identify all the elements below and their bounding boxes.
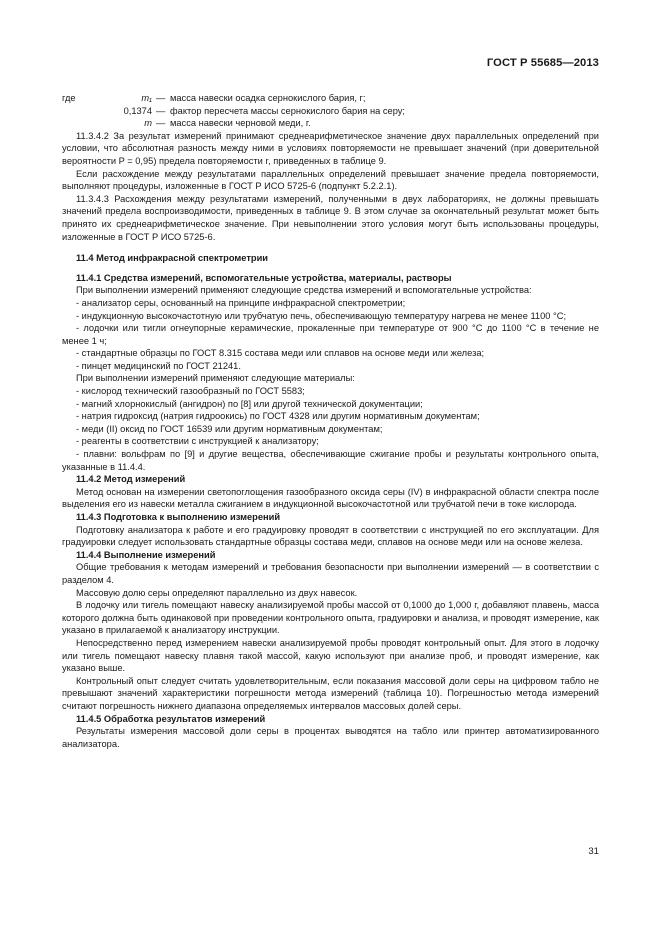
paragraph: При выполнении измерений применяют следующие материалы: [76, 373, 355, 384]
subsection-heading: 11.4.4 Выполнение измерений [76, 549, 216, 560]
paragraph: Если расхождение между результатами параллельных определений превышает значение предела повторяемости, выполняют процедуры, изложенные в ГОСТ Р ИСО 5725-6 (подпункт 5.2.2.1). [62, 168, 599, 192]
list-item: - индукционную высокочастотную или трубчатую печь, обеспечивающую температуру нагрева не менее 1100 °С; [76, 310, 567, 321]
list-item: - реагенты в соответствии с инструкцией к анализатору; [76, 436, 319, 447]
paragraph: Результаты измерения массовой доли серы в процентах выводятся на табло или принтер автоматизированного анализатора. [62, 726, 599, 749]
symbol-description: масса навески черновой меди, г. [170, 118, 311, 129]
paragraph: Общие требования к методам измерений и требования безопасности при выполнении измерений — в соответствии с разделом 4. [62, 562, 599, 585]
symbol-description: масса навески осадка сернокислого бария, г; [170, 93, 366, 103]
symbol: 0,1374 [123, 105, 152, 116]
paragraph: Непосредственно перед измерением навески анализируемой пробы проводят контрольный опыт. Для этого в лодочку или тигель помещают навеску плавня такой массой, какую используют при анализе проб, и проводят измерение, как указано выше. [62, 637, 599, 674]
symbol: m [144, 118, 152, 129]
formula-legend-row [62, 92, 599, 105]
section-heading: 11.4 Метод инфракрасной спектрометрии [76, 253, 268, 264]
dash: — [156, 118, 166, 129]
subsection-heading: 11.4.2 Метод измерений [76, 474, 186, 485]
where-intro: где [62, 93, 76, 103]
symbol-description: фактор пересчета массы сернокислого бария на серу; [170, 105, 406, 116]
page-body [62, 92, 599, 750]
paragraph: При выполнении измерений применяют следующие средства измерений и вспомогательные устройства: [76, 285, 532, 296]
paragraph: 11.3.4.2 За результат измерений принимают среднеарифметическое значение двух параллельных определений при условии, что абсолютная разность между ними в условиях повторяемости не превышает значений (при доверительной вероятности P = 0,95) предела повторяемости r, приведенных в таблице 9. [62, 130, 599, 166]
subsection-heading: 11.4.3 Подготовка к выполнению измерений [76, 512, 281, 522]
list-item: - кислород технический газообразный по ГОСТ 5583; [76, 386, 305, 397]
list-item: - анализатор серы, основанный на принципе инфракрасной спектрометрии; [76, 297, 406, 308]
page-number: 31 [588, 846, 599, 857]
paragraph: Массовую долю серы определяют параллельно из двух навесок. [76, 587, 358, 598]
dash: — [156, 105, 166, 116]
list-item: - пинцет медицинский по ГОСТ 21241. [76, 360, 241, 371]
paragraph: Подготовку анализатора к работе и его градуировку проводят в соответствии с инструкцией по его эксплуатации. Для градуировки следует использовать стандартные образцы состава меди, сплавов на основе меди или на основе железа. [62, 524, 599, 548]
paragraph: Контрольный опыт следует считать удовлетворительным, если показания массовой доли серы на цифровом табло не превышают значений характеристики погрешности метода измерений (таблица 10). Погрешностью метода измерений считают погрешность нижнего диапазона определяемых интервалов массовых долей серы. [62, 675, 599, 711]
subsection-heading: 11.4.5 Обработка результатов измерений [76, 713, 266, 724]
dash: — [156, 93, 166, 103]
paragraph: Метод основан на измерении светопоглощения газообразного оксида серы (IV) в инфракрасной области спектра после выделения его из навески металла сжиганием в индукционной высокочастотной или трубчатой печи в токе кислорода. [62, 486, 599, 510]
list-item: - лодочки или тигли огнеупорные керамические, прокаленные при температуре от 900 °С до 1100 °С в течение не менее 1 ч; [62, 323, 599, 346]
list-item: - плавни: вольфрам по [9] и другие вещества, обеспечивающие сжигание пробы и результаты контрольного опыта, указанные в 11.4.4. [62, 449, 599, 472]
document-id: ГОСТ Р 55685—2013 [486, 57, 599, 69]
list-item: - стандартные образцы по ГОСТ 8.315 состава меди или сплавов на основе меди или железа; [76, 348, 485, 359]
paragraph: В лодочку или тигель помещают навеску анализируемой пробы массой от 0,1000 до 1,000 г, добавляют плавень, масса которого должна быть одинаковой при проведении контрольного опыта, градуировки и анализа, и проводят измерение, как указано в прилагаемой к анализатору инструкции. [62, 600, 599, 636]
list-item: - меди (II) оксид по ГОСТ 16539 или другим нормативным документам; [76, 423, 383, 434]
formula-legend-row [62, 117, 599, 130]
list-item: - магний хлорнокислый (ангидрон) по [8] или другой технической документации; [76, 398, 423, 409]
symbol: m₁ [141, 93, 152, 103]
paragraph: 11.3.4.3 Расхождения между результатами измерений, полученными в двух лабораториях, не должны превышать значений предела воспроизводимости, приведенных в таблице 9. В этом случае за окончательный результат может быть принято их среднеарифметическое значение. При невыполнении этого условия могут быть использованы процедуры, изложенные в ГОСТ Р ИСО 5725-6. [62, 193, 599, 242]
subsection-heading: 11.4.1 Средства измерений, вспомогательные устройства, материалы, растворы [76, 272, 452, 283]
formula-legend-row [62, 105, 599, 118]
list-item: - натрия гидроксид (натрия гидроокись) по ГОСТ 4328 или другим нормативным документам; [76, 411, 480, 422]
